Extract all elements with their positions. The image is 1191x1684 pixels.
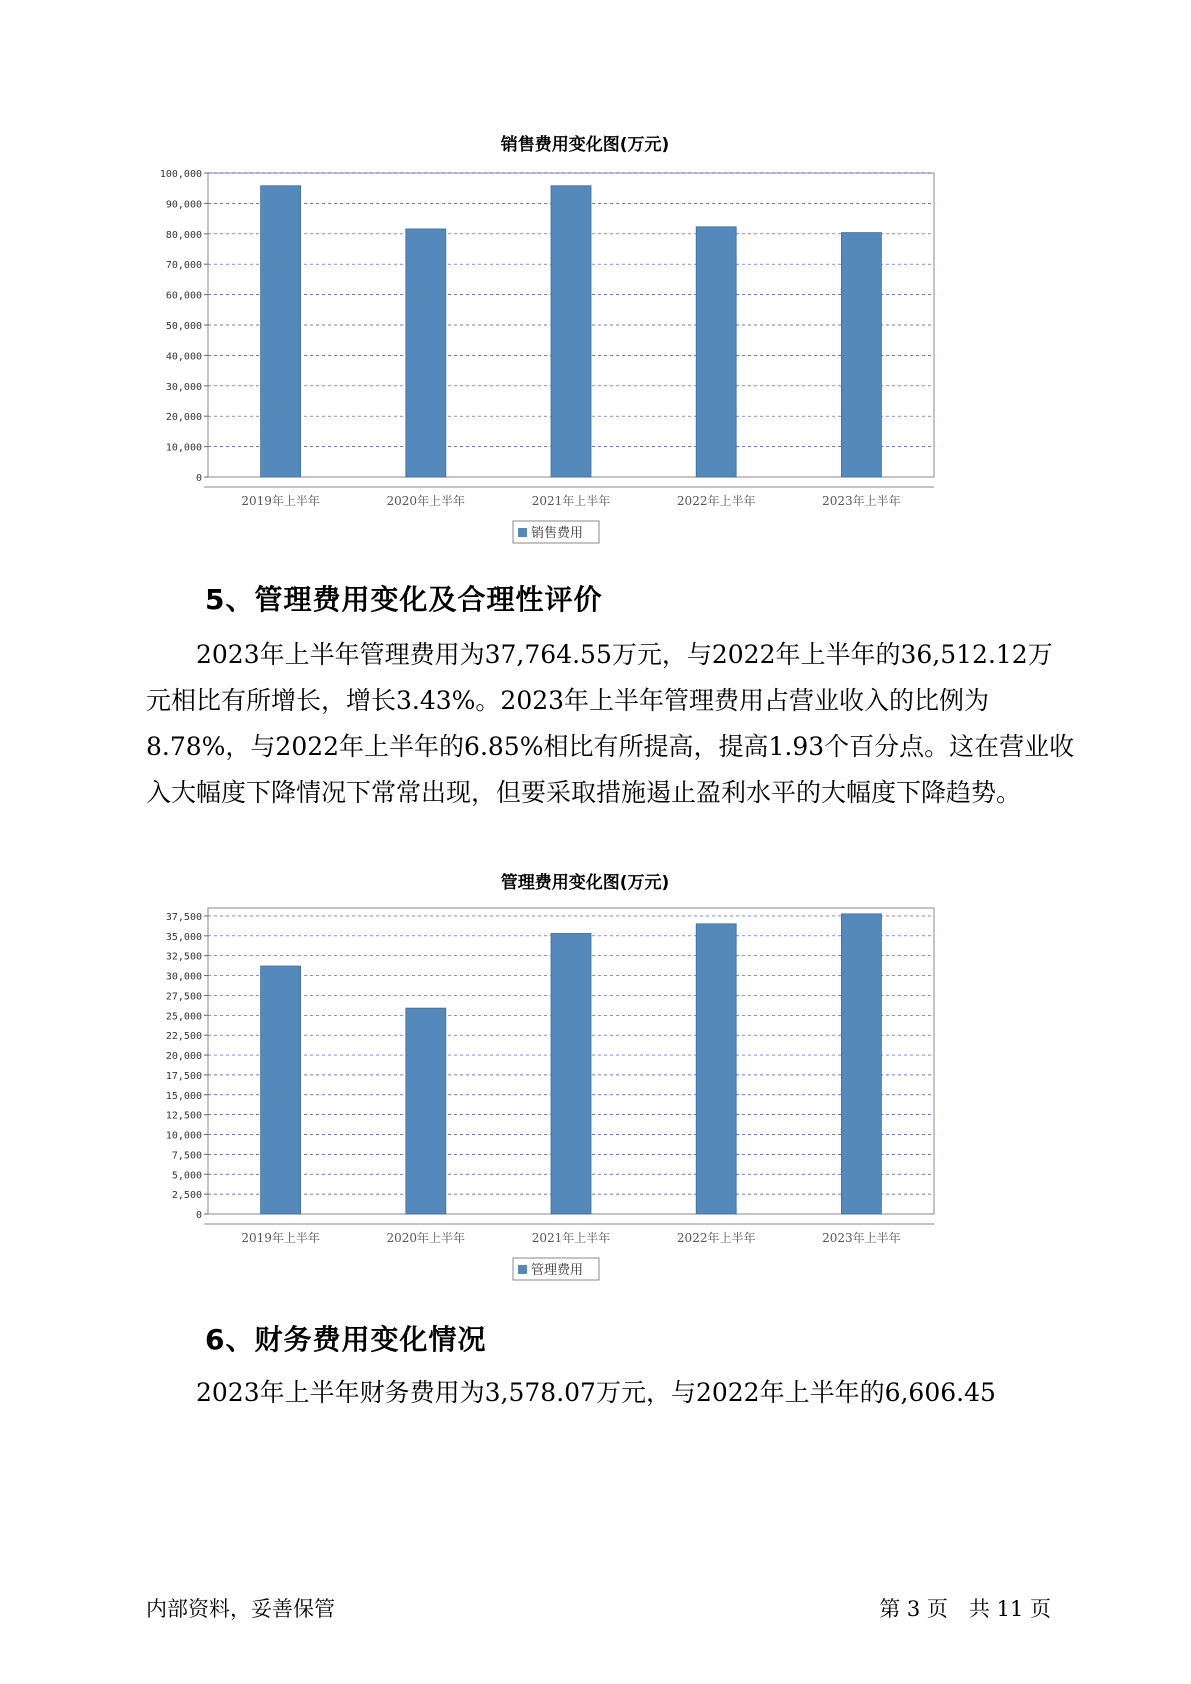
x-tick-label: 2021年上半年 [531, 494, 611, 508]
legend-swatch [518, 1265, 527, 1274]
legend-label: 销售费用 [531, 526, 584, 541]
chart-title: 销售费用变化图(万元) [500, 135, 670, 155]
y-tick-label: 35,000 [165, 931, 202, 943]
y-tick-label: 40,000 [165, 351, 202, 363]
chart-canvas [150, 868, 1020, 1288]
y-tick-label: 12,500 [165, 1110, 202, 1122]
section-5-paragraph [146, 632, 1076, 816]
bar [406, 229, 446, 477]
x-tick-label: 2022年上半年 [676, 494, 756, 508]
y-tick-label: 7,500 [171, 1150, 202, 1162]
legend-swatch [518, 528, 527, 537]
x-tick-label: 2019年上半年 [241, 1231, 320, 1245]
footer-confidential: 内部资料，妥善保管 [146, 1597, 335, 1621]
section-6-paragraph [146, 1370, 1076, 1416]
y-tick-label: 2,500 [171, 1190, 202, 1202]
sales-expense-chart [150, 130, 1020, 550]
y-tick-label: 100,000 [159, 169, 202, 180]
bar [261, 186, 301, 477]
y-tick-label: 90,000 [165, 199, 202, 211]
y-tick-label: 0 [195, 473, 202, 484]
y-tick-label: 37,500 [165, 911, 202, 923]
y-tick-label: 30,000 [165, 381, 202, 393]
y-tick-label: 5,000 [171, 1170, 202, 1182]
y-tick-label: 30,000 [165, 971, 202, 983]
bar [261, 966, 301, 1214]
y-tick-label: 0 [195, 1210, 202, 1221]
y-tick-label: 20,000 [165, 412, 202, 424]
y-tick-label: 27,500 [165, 991, 202, 1003]
y-tick-label: 22,500 [165, 1031, 202, 1043]
chart-canvas [150, 130, 1020, 550]
bar [696, 924, 736, 1214]
x-tick-label: 2019年上半年 [241, 494, 320, 508]
section-5-heading: 5、管理费用变化及合理性评价 [205, 583, 603, 616]
bar [406, 1008, 446, 1214]
admin-expense-chart [150, 868, 1020, 1288]
x-tick-label: 2022年上半年 [676, 1231, 756, 1245]
x-tick-label: 2023年上半年 [822, 1231, 901, 1245]
y-tick-label: 10,000 [165, 1130, 202, 1142]
bar [841, 233, 881, 477]
bar [696, 227, 736, 477]
section-6-heading: 6、财务费用变化情况 [205, 1323, 487, 1356]
legend-label: 管理费用 [531, 1263, 584, 1278]
paragraph-text: 2023年上半年财务费用为3,578.07万元，与2022年上半年的6,606.45 [196, 1378, 996, 1407]
y-tick-label: 20,000 [165, 1051, 202, 1063]
y-tick-label: 50,000 [165, 321, 202, 332]
x-tick-label: 2020年上半年 [386, 1231, 466, 1245]
footer-page-number: 第 3 页 共 11 页 [879, 1597, 1051, 1621]
paragraph-text: 2023年上半年管理费用为37,764.55万元，与2022年上半年的36,512.12万元相比有所增长，增长3.43%。2023年上半年管理费用占营业收入的比例为8.78%，与2022年上半年的6.85%相比有所提高，提高1.93个百分点。这在营业收入大幅度下降情况下常常出现，但要采取措施遏止盈利水平的大幅度下降趋势。 [146, 640, 1075, 807]
bar [551, 933, 591, 1214]
y-tick-label: 80,000 [165, 229, 202, 241]
y-tick-label: 32,500 [165, 951, 202, 963]
y-tick-label: 17,500 [165, 1070, 202, 1082]
y-tick-label: 10,000 [165, 442, 202, 454]
x-tick-label: 2020年上半年 [386, 494, 466, 508]
x-tick-label: 2021年上半年 [531, 1231, 611, 1245]
y-tick-label: 25,000 [165, 1011, 202, 1023]
bar [551, 186, 591, 477]
y-tick-label: 60,000 [165, 290, 202, 302]
y-tick-label: 15,000 [165, 1090, 202, 1102]
y-tick-label: 70,000 [165, 260, 202, 272]
bar [841, 914, 881, 1214]
x-tick-label: 2023年上半年 [822, 494, 901, 508]
chart-title: 管理费用变化图(万元) [500, 873, 670, 893]
